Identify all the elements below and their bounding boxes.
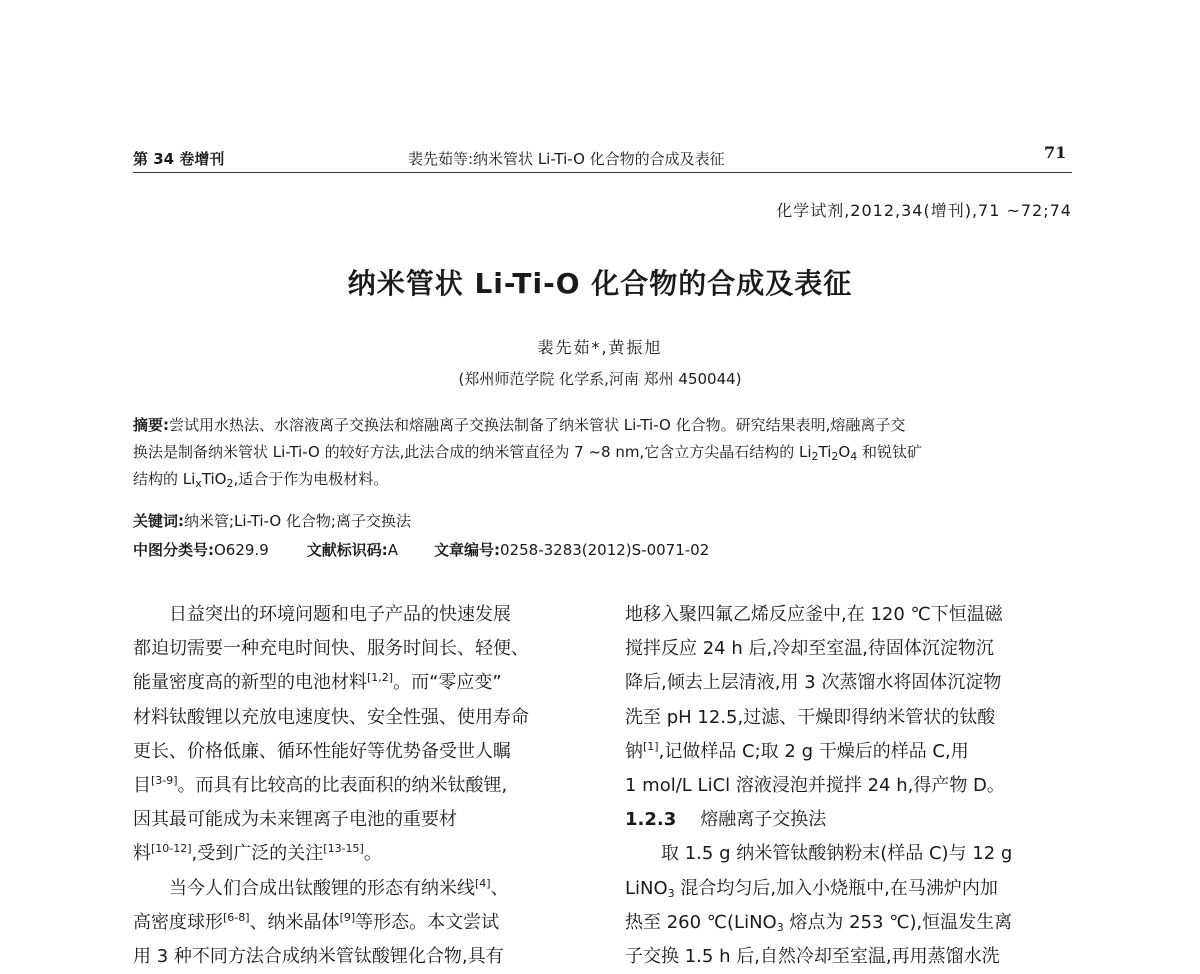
body-line xyxy=(133,837,583,871)
section-title: 熔融离子交换法 xyxy=(700,809,827,831)
citation: 化学试剂,2012,34(增刊),71 ~72;74 xyxy=(776,201,1072,220)
abstract-line xyxy=(133,412,1083,439)
body-line xyxy=(133,769,583,803)
keywords-label: 关键词: xyxy=(133,512,184,530)
reference: [13-15] xyxy=(323,842,364,856)
body-line xyxy=(133,666,583,700)
body-left-column xyxy=(133,598,583,974)
reference: [3-9] xyxy=(151,774,178,788)
body-line: 用 3 种不同方法合成纳米管钛酸锂化合物,具有 xyxy=(133,946,504,968)
abstract-text: ,适合于作为电极材料。 xyxy=(233,470,389,488)
reference: [6-8] xyxy=(223,910,250,924)
text: 熔点为 253 ℃),恒温发生离 xyxy=(783,911,1013,933)
keywords-text: 纳米管;Li-Ti-O 化合物;离子交换法 xyxy=(184,512,411,530)
text: 能量密度高的新型的电池材料 xyxy=(133,672,367,694)
body-right-column xyxy=(625,598,1080,974)
body-line xyxy=(625,735,1080,769)
abstract-label: 摘要: xyxy=(133,416,169,434)
affiliation: (郑州师范学院 化学系,河南 郑州 450044) xyxy=(458,370,742,388)
reference: [4] xyxy=(475,876,491,890)
text: 、纳米晶体 xyxy=(249,911,340,933)
body-line: 地移入聚四氟乙烯反应釜中,在 120 ℃下恒温磁 xyxy=(625,604,1003,625)
text: 。而“零应变” xyxy=(393,672,502,694)
body-line xyxy=(625,872,1080,906)
text: 高密度球形 xyxy=(133,911,223,933)
doc-code-value: A xyxy=(387,541,399,559)
subscript: 4 xyxy=(850,450,858,463)
body-line xyxy=(133,872,583,906)
section-number: 1.2.3 xyxy=(625,809,677,831)
body-line: 搅拌反应 24 h 后,冷却至室温,待固体沉淀物沉 xyxy=(625,638,994,660)
subscript: 2 xyxy=(831,450,839,463)
subscript: 2 xyxy=(811,450,819,463)
subscript: 2 xyxy=(226,477,234,490)
classification xyxy=(133,539,709,560)
abstract-text: 结构的 Li xyxy=(133,470,196,488)
body-line: 降后,倾去上层清液,用 3 次蒸馏水将固体沉淀物 xyxy=(625,672,1002,694)
subscript: x xyxy=(195,477,202,490)
body-line: 都迫切需要一种充电时间快、服务时间长、轻便、 xyxy=(133,638,529,660)
article-number-label: 文章编号: xyxy=(434,541,501,559)
text: 当今人们合成出钛酸锂的形态有纳米线 xyxy=(169,877,475,899)
reference: [9] xyxy=(339,910,356,924)
text: 等形态。本文尝试 xyxy=(355,911,500,933)
abstract-line xyxy=(133,439,1083,466)
body-line: 日益突出的环境问题和电子产品的快速发展 xyxy=(169,604,511,625)
body-line: 子交换 1.5 h 后,自然冷却至室温,再用蒸馏水洗 xyxy=(625,946,1000,968)
body-line: 1 mol/L LiCl 溶液浸泡并搅拌 24 h,得产物 D。 xyxy=(625,775,1005,797)
body-line xyxy=(133,906,583,940)
body-line xyxy=(625,906,1080,940)
page-number: 71 xyxy=(1044,143,1067,162)
text: ,记做样品 C;取 2 g 干燥后的样品 C,用 xyxy=(658,740,969,762)
abstract-text: 尝试用水热法、水溶液离子交换法和熔融离子交换法制备了纳米管状 Li-Ti-O 化合物。研究结果表明,熔融离子交 xyxy=(169,416,906,434)
text: 、 xyxy=(490,877,509,899)
abstract-text: O xyxy=(838,443,851,461)
article-number-value: 0258-3283(2012)S-0071-02 xyxy=(500,541,710,559)
text: LiNO xyxy=(625,877,668,899)
text: 混合均匀后,加入小烧瓶中,在马沸炉内加 xyxy=(674,877,998,899)
body-line: 更长、价格低廉、循环性能好等优势备受世人瞩 xyxy=(133,740,511,762)
abstract-line xyxy=(133,466,1083,493)
abstract xyxy=(133,412,1083,493)
text: 目 xyxy=(133,775,151,797)
body-line: 取 1.5 g 纳米管钛酸钠粉末(样品 C)与 12 g xyxy=(661,843,1013,865)
abstract-text: Ti xyxy=(818,443,832,461)
abstract-text: TiO xyxy=(201,470,227,488)
text: ,受到广泛的关注 xyxy=(191,843,324,865)
reference: [1] xyxy=(643,739,659,753)
body-line: 因其最可能成为未来锂离子电池的重要材 xyxy=(133,809,457,831)
text: 。而具有比较高的比表面积的纳米钛酸锂, xyxy=(177,775,508,797)
section-heading xyxy=(625,803,1080,837)
keywords xyxy=(133,510,411,531)
paper-title: 纳米管状 Li-Ti-O 化合物的合成及表征 xyxy=(347,267,853,300)
clc-value: O629.9 xyxy=(214,541,269,559)
text: 料 xyxy=(133,843,151,865)
body-line: 洗至 pH 12.5,过滤、干燥即得纳米管状的钛酸 xyxy=(625,706,996,728)
doc-code-label: 文献标识码: xyxy=(306,541,388,559)
subscript: 3 xyxy=(667,886,675,900)
subscript: 3 xyxy=(776,920,784,934)
authors: 裴先茹*,黄振旭 xyxy=(537,338,663,357)
reference: [10-12] xyxy=(151,842,192,856)
abstract-text: 换法是制备纳米管状 Li-Ti-O 的较好方法,此法合成的纳米管直径为 7 ~8 nm,它含立方尖晶石结构的 Li xyxy=(133,443,812,461)
running-title: 裴先茹等:纳米管状 Li-Ti-O 化合物的合成及表征 xyxy=(408,150,725,168)
reference: [1,2] xyxy=(367,671,394,685)
clc-label: 中图分类号: xyxy=(133,541,214,559)
text: 钠 xyxy=(625,740,643,762)
header-rule xyxy=(133,172,1072,173)
body-line: 材料钛酸锂以充放电速度快、安全性强、使用寿命 xyxy=(133,706,529,728)
text: 。 xyxy=(363,843,382,865)
abstract-text: 和锐钛矿 xyxy=(857,443,922,461)
text: 热至 260 ℃(LiNO xyxy=(625,911,777,933)
journal-volume: 第 34 卷增刊 xyxy=(133,150,225,168)
